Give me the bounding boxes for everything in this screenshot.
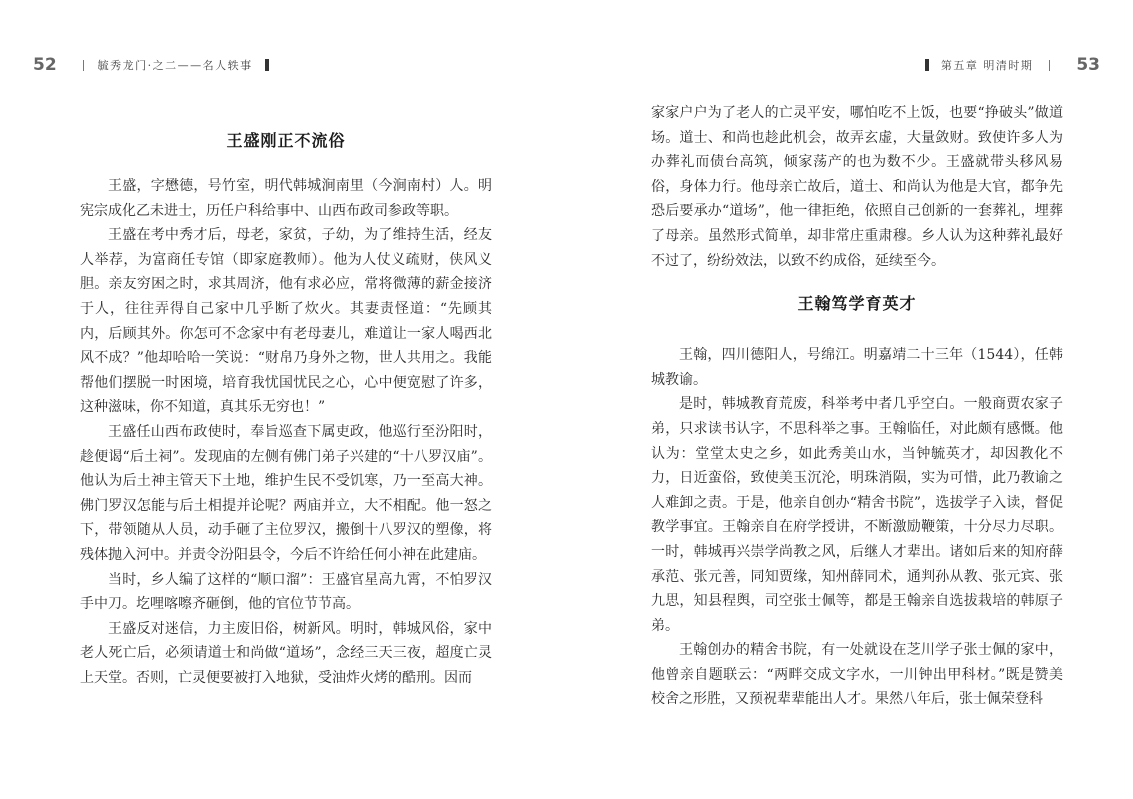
header-divider <box>83 60 84 71</box>
paragraph: 王翰，四川德阳人，号绵江。明嘉靖二十三年（1544），任韩城教谕。 <box>651 347 1063 388</box>
paragraph: 是时，韩城教育荒废，科举考中者几乎空白。一般商贾农家子弟，只求读书认字，不思科举之事。王翰临任，对此颇有感慨。他认为：堂堂太史之乡，如此秀美山水，当钟毓英才，却因教化不力，日近蛮俗，致使美玉沉沦，明珠消陨，实为可惜，此乃教谕之人难卸之责。于是，他亲自创办“精舍书院”，选拔学子入读，督促教学事宜。王翰亲自在府学授讲，不断激励鞭策，十分尽力尽职。一时，韩城再兴崇学尚教之风，后继人才辈出。诸如后来的知府薛承范、张元善，同知贾缘，知州薛同术，通判孙从教、张元宾、张九思，知县程舆，司空张士佩等，都是王翰亲自选拔栽培的韩原子弟。 <box>651 396 1063 634</box>
left-page <box>0 0 566 799</box>
paragraph: 王盛在考中秀才后，母老，家贫，子幼，为了维持生活，经友人举荐，为富商任专馆（即家庭教师）。他为人仗义疏财，侠风义胆。亲友穷困之时，求其周济，他有求必应，常将微薄的薪金接济于人，往往弄得自己家中几乎断了炊火。其妻责怪道：“先顾其内，后顾其外。你怎可不念家中有老母妻儿，难道让一家人喝西北风不成？”他却哈哈一笑说：“财帛乃身外之物，世人共用之。我能帮他们摆脱一时困境，培育我忧国忧民之心，心中便宽慰了许多，这种滋味，你不知道，真其乐无穷也！” <box>80 227 492 416</box>
right-running-header <box>925 52 1100 78</box>
continued-paragraph: 家家户户为了老人的亡灵平安，哪怕吃不上饭，也要“挣破头”做道场。道士、和尚也趁此机会，故弄玄虚，大量敛财。致使许多人为办葬礼而债台高筑，倾家荡产的也为数不少。王盛就带头移风易俗，身体力行。他母亲亡故后，道士、和尚认为他是大官，都争先恐后要承办“道场”，他一律拒绝，依照自己创新的一套葬礼，埋葬了母亲。虽然形式简单，却非常庄重肃穆。乡人认为这种葬礼最好不过了，纷纷效法，以致不约成俗，延续至今。 <box>651 105 1063 269</box>
section-heading-wang-han: 王翰笃学育英才 <box>797 294 917 314</box>
paragraph: 王盛，字懋德，号竹室，明代韩城涧南里（今涧南村）人。明宪宗成化乙未进士，历任户科给事中、山西布政司参政等职。 <box>80 178 492 219</box>
left-text-column <box>80 124 492 690</box>
paragraph: 王盛反对迷信，力主废旧俗，树新风。明时，韩城风俗，家中老人死亡后，必须请道士和尚做“道场”，念经三天三夜，超度亡灵上天堂。否则，亡灵便要被打入地狱，受油炸火烤的酷刑。因而 <box>80 620 492 686</box>
right-text-column <box>651 101 1063 712</box>
right-page <box>566 0 1133 799</box>
left-running-title: 毓秀龙门·之二——名人轶事 <box>97 59 253 72</box>
header-block-mark <box>925 59 929 71</box>
header-block-mark <box>265 59 269 71</box>
left-page-number: 52 <box>33 55 57 75</box>
paragraph: 王翰创办的精舍书院，有一处就设在芝川学子张士佩的家中，他曾亲自题联云：“两畔交成文字水，一川钟出甲科材。”既是赞美校舍之形胜，又预祝辈辈能出人才。果然八年后，张士佩荣登科 <box>651 642 1063 708</box>
paragraph: 王盛任山西布政使时，奉旨巡查下属吏政，他巡行至汾阳时，趁便谒“后土祠”。发现庙的左侧有佛门弟子兴建的“十八罗汉庙”。他认为后土神主管天下土地，维护生民不受饥寒，乃一至高大神。佛门罗汉怎能与后土相提并论呢？两庙并立，大不相配。他一怒之下，带领随从人员，动手砸了主位罗汉，搬倒十八罗汉的塑像，将残体抛入河中。并责令汾阳县令，今后不许给任何小神在此建庙。 <box>80 423 492 563</box>
right-page-number: 53 <box>1076 55 1100 75</box>
paragraph: 当时，乡人编了这样的“顺口溜”：王盛官星高九霄，不怕罗汉手中刀。圪哩喀嚓齐砸倒，他的官位节节高。 <box>80 571 492 613</box>
section-heading-wang-sheng: 王盛刚正不流俗 <box>226 131 346 150</box>
header-divider <box>1049 60 1050 71</box>
left-running-header <box>33 52 269 78</box>
right-running-title: 第五章 明清时期 <box>940 59 1034 72</box>
